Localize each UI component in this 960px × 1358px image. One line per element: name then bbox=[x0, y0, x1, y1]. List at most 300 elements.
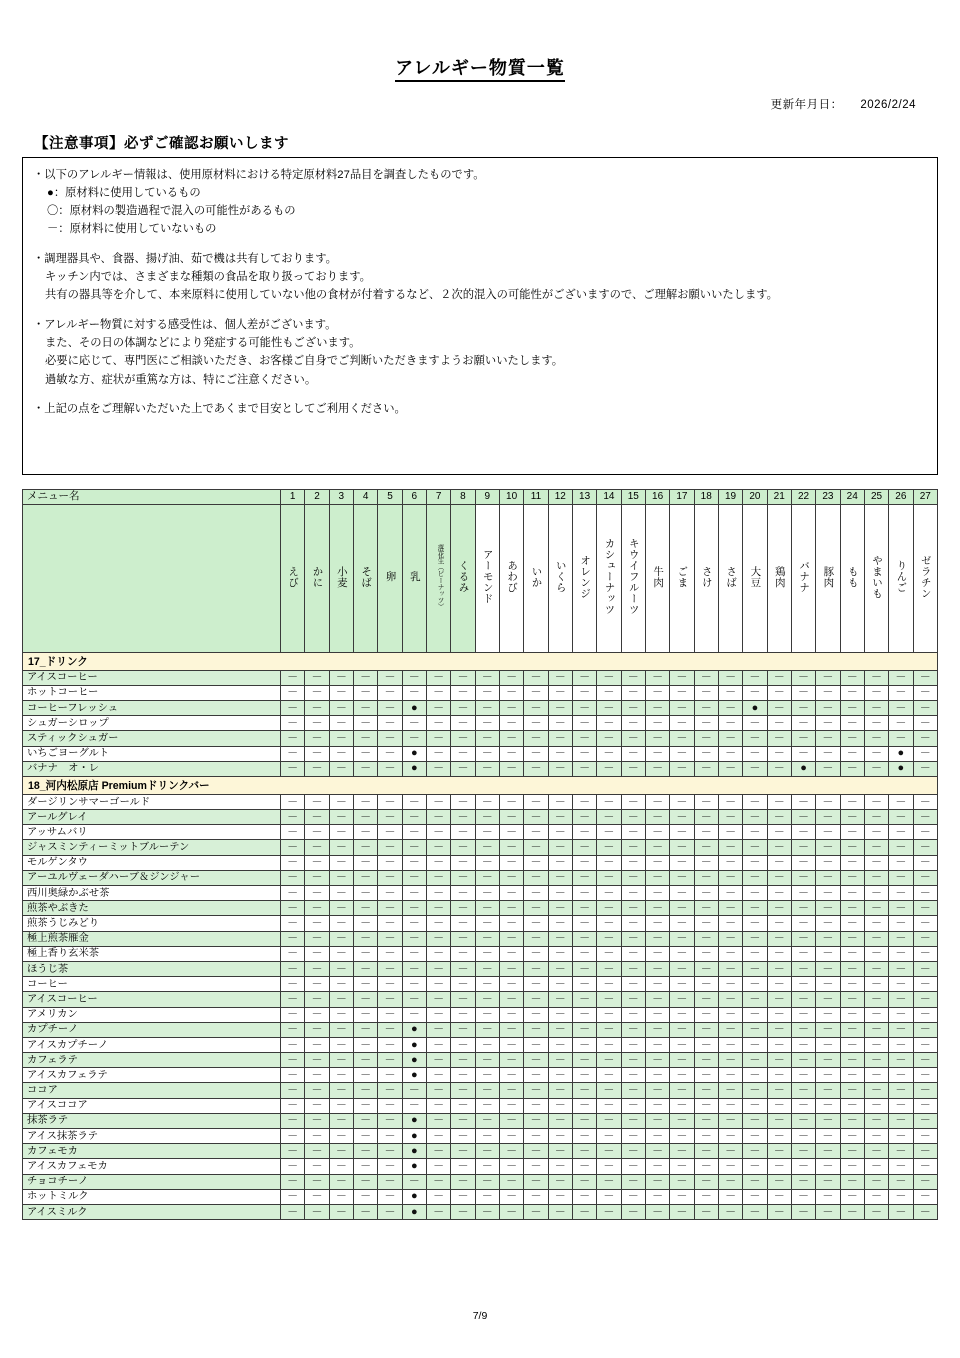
menu-item-name: ココア bbox=[23, 1083, 281, 1098]
allergen-cell-24 bbox=[840, 1113, 864, 1128]
allergen-cell-24 bbox=[840, 977, 864, 992]
allergen-mark: － bbox=[457, 1190, 469, 1203]
allergen-mark: － bbox=[627, 1205, 639, 1218]
allergen-name-label: いか bbox=[530, 565, 543, 588]
allergen-mark: － bbox=[725, 886, 737, 899]
allergen-mark: － bbox=[871, 825, 883, 838]
allergen-mark: － bbox=[506, 1099, 518, 1112]
allergen-mark: － bbox=[579, 810, 591, 823]
allergen-mark: － bbox=[506, 962, 518, 975]
allergen-mark: － bbox=[311, 762, 323, 775]
allergen-cell-20 bbox=[743, 961, 767, 976]
allergen-mark: － bbox=[822, 1144, 834, 1157]
allergen-cell-6 bbox=[402, 731, 426, 746]
allergen-mark: － bbox=[919, 747, 931, 760]
allergen-cell-16 bbox=[645, 901, 669, 916]
allergen-cell-2 bbox=[305, 886, 329, 901]
allergen-cell-16 bbox=[645, 1083, 669, 1098]
allergen-mark: － bbox=[652, 795, 664, 808]
allergen-mark: － bbox=[725, 992, 737, 1005]
allergen-name-label: 小麦 bbox=[335, 565, 348, 588]
allergen-cell-8 bbox=[451, 840, 475, 855]
allergen-mark: － bbox=[360, 1068, 372, 1081]
allergen-cell-13 bbox=[572, 916, 596, 931]
allergen-cell-22 bbox=[791, 1098, 815, 1113]
allergen-mark: － bbox=[773, 917, 785, 929]
allergen-cell-16 bbox=[645, 916, 669, 931]
allergen-cell-12 bbox=[548, 1098, 572, 1113]
allergen-cell-10 bbox=[499, 700, 523, 715]
allergen-cell-14 bbox=[597, 1098, 621, 1113]
allergen-cell-4 bbox=[353, 1129, 377, 1144]
allergen-mark: － bbox=[822, 962, 834, 975]
allergen-mark: － bbox=[773, 701, 785, 714]
allergen-mark: － bbox=[311, 886, 323, 899]
allergen-mark: － bbox=[773, 1023, 785, 1036]
allergen-cell-1 bbox=[281, 1129, 305, 1144]
allergen-mark: － bbox=[603, 841, 615, 854]
allergen-mark: － bbox=[822, 1038, 834, 1051]
allergen-header-10 bbox=[499, 504, 523, 652]
allergen-cell-25 bbox=[864, 1083, 888, 1098]
allergen-mark: － bbox=[603, 901, 615, 914]
allergen-cell-9 bbox=[475, 886, 499, 901]
allergen-mark: － bbox=[554, 1190, 566, 1203]
allergen-cell-3 bbox=[329, 670, 353, 685]
allergen-mark: － bbox=[579, 1160, 591, 1172]
allergen-mark: － bbox=[773, 1053, 785, 1066]
allergen-mark: － bbox=[360, 671, 372, 684]
allergen-cell-16 bbox=[645, 870, 669, 885]
allergen-mark: － bbox=[676, 671, 688, 684]
allergen-mark: － bbox=[725, 841, 737, 854]
allergen-cell-8 bbox=[451, 731, 475, 746]
allergen-number-8: 8 bbox=[451, 489, 475, 504]
allergen-cell-21 bbox=[767, 961, 791, 976]
allergen-cell-1 bbox=[281, 961, 305, 976]
allergen-cell-10 bbox=[499, 794, 523, 809]
menu-item-name: アイスカフェモカ bbox=[23, 1159, 281, 1174]
allergen-mark: － bbox=[700, 747, 712, 760]
allergen-cell-10 bbox=[499, 761, 523, 776]
allergen-cell-8 bbox=[451, 1204, 475, 1219]
allergen-cell-12 bbox=[548, 1007, 572, 1022]
allergen-cell-14 bbox=[597, 946, 621, 961]
allergen-cell-4 bbox=[353, 716, 377, 731]
allergen-mark: － bbox=[895, 716, 907, 729]
allergen-mark: － bbox=[822, 856, 834, 869]
allergen-mark: － bbox=[506, 1205, 518, 1218]
allergen-mark: － bbox=[603, 762, 615, 775]
allergen-mark: － bbox=[311, 1084, 323, 1097]
allergen-mark: － bbox=[700, 1038, 712, 1051]
allergen-mark: － bbox=[481, 917, 493, 929]
allergen-cell-10 bbox=[499, 731, 523, 746]
allergen-cell-23 bbox=[816, 1068, 840, 1083]
menu-item-name: ジャスミンティーミットブルーテン bbox=[23, 840, 281, 855]
allergen-cell-22 bbox=[791, 1037, 815, 1052]
allergen-mark: － bbox=[627, 795, 639, 808]
allergen-mark: － bbox=[384, 871, 396, 884]
allergen-cell-10 bbox=[499, 746, 523, 761]
allergen-cell-15 bbox=[621, 1189, 645, 1204]
allergen-mark: － bbox=[676, 962, 688, 975]
table-row bbox=[23, 1007, 938, 1022]
allergen-cell-22 bbox=[791, 685, 815, 700]
allergen-mark: － bbox=[433, 731, 445, 744]
allergen-cell-5 bbox=[378, 931, 402, 946]
allergen-mark: － bbox=[530, 1114, 542, 1127]
allergen-cell-25 bbox=[864, 840, 888, 855]
allergen-cell-15 bbox=[621, 700, 645, 715]
allergen-mark: － bbox=[749, 1160, 761, 1172]
allergen-cell-25 bbox=[864, 825, 888, 840]
allergen-cell-14 bbox=[597, 855, 621, 870]
allergen-cell-12 bbox=[548, 916, 572, 931]
allergen-cell-25 bbox=[864, 901, 888, 916]
allergen-mark: － bbox=[335, 701, 347, 714]
allergen-mark: － bbox=[919, 1038, 931, 1051]
allergen-cell-19 bbox=[718, 1159, 742, 1174]
allergen-mark: － bbox=[433, 716, 445, 729]
allergen-cell-9 bbox=[475, 1113, 499, 1128]
allergen-mark: － bbox=[895, 731, 907, 744]
allergen-mark: － bbox=[360, 1053, 372, 1066]
allergen-mark: － bbox=[579, 1099, 591, 1112]
allergen-cell-14 bbox=[597, 1068, 621, 1083]
allergen-mark: － bbox=[773, 1084, 785, 1097]
allergen-mark: － bbox=[822, 825, 834, 838]
allergen-mark: － bbox=[360, 825, 372, 838]
allergen-mark: － bbox=[627, 1068, 639, 1081]
allergen-mark: － bbox=[408, 947, 420, 960]
allergen-cell-9 bbox=[475, 1174, 499, 1189]
allergen-cell-9 bbox=[475, 916, 499, 931]
allergen-mark: － bbox=[457, 932, 469, 945]
allergen-mark: ● bbox=[410, 1038, 418, 1051]
allergen-cell-27 bbox=[913, 1113, 937, 1128]
allergen-cell-19 bbox=[718, 825, 742, 840]
allergen-cell-13 bbox=[572, 931, 596, 946]
allergen-cell-24 bbox=[840, 825, 864, 840]
allergen-cell-1 bbox=[281, 931, 305, 946]
allergen-mark: － bbox=[627, 686, 639, 699]
allergen-cell-15 bbox=[621, 946, 645, 961]
allergen-mark: － bbox=[895, 1205, 907, 1218]
allergen-cell-23 bbox=[816, 1159, 840, 1174]
allergen-cell-3 bbox=[329, 716, 353, 731]
table-row bbox=[23, 794, 938, 809]
allergen-mark: － bbox=[749, 1205, 761, 1218]
allergen-cell-21 bbox=[767, 840, 791, 855]
allergen-mark: － bbox=[554, 686, 566, 699]
allergen-mark: － bbox=[433, 1053, 445, 1066]
allergen-cell-10 bbox=[499, 931, 523, 946]
allergen-mark: － bbox=[773, 1068, 785, 1081]
allergen-mark: － bbox=[335, 1053, 347, 1066]
allergen-mark: － bbox=[506, 886, 518, 899]
allergen-mark: － bbox=[506, 856, 518, 869]
allergen-mark: － bbox=[627, 1038, 639, 1051]
allergen-mark: － bbox=[749, 1023, 761, 1036]
allergen-cell-4 bbox=[353, 1189, 377, 1204]
allergen-cell-9 bbox=[475, 946, 499, 961]
allergen-cell-25 bbox=[864, 670, 888, 685]
menu-item-name: 煎茶うじみどり bbox=[23, 916, 281, 931]
allergen-mark: － bbox=[846, 841, 858, 854]
allergen-mark: － bbox=[384, 841, 396, 854]
allergen-mark: － bbox=[360, 716, 372, 729]
allergen-mark: － bbox=[457, 1129, 469, 1142]
allergen-mark: － bbox=[335, 841, 347, 854]
allergen-cell-4 bbox=[353, 886, 377, 901]
allergen-mark: － bbox=[481, 825, 493, 838]
update-date-value: 2026/2/24 bbox=[860, 98, 916, 111]
allergen-cell-19 bbox=[718, 1129, 742, 1144]
allergen-cell-13 bbox=[572, 1037, 596, 1052]
allergen-mark: － bbox=[798, 932, 810, 945]
allergen-mark: － bbox=[433, 856, 445, 869]
allergen-mark: － bbox=[676, 856, 688, 869]
allergen-mark: － bbox=[287, 701, 299, 714]
notice-subline: 共有の器具等を介して、本来原料に使用していない他の食材が付着するなど、２次的混入の可能性がございますので、ご理解お願いいたします。 bbox=[45, 289, 778, 302]
allergen-mark: － bbox=[287, 1190, 299, 1203]
allergen-cell-19 bbox=[718, 794, 742, 809]
allergen-cell-21 bbox=[767, 1129, 791, 1144]
allergen-mark: － bbox=[700, 1099, 712, 1112]
allergen-cell-2 bbox=[305, 840, 329, 855]
allergen-mark: － bbox=[700, 947, 712, 960]
allergen-mark: － bbox=[311, 1068, 323, 1081]
allergen-cell-22 bbox=[791, 840, 815, 855]
allergen-mark: － bbox=[603, 1099, 615, 1112]
allergen-cell-21 bbox=[767, 977, 791, 992]
allergen-mark: － bbox=[895, 1023, 907, 1036]
allergen-cell-3 bbox=[329, 1007, 353, 1022]
allergen-cell-19 bbox=[718, 1022, 742, 1037]
allergen-cell-17 bbox=[670, 1098, 694, 1113]
allergen-cell-1 bbox=[281, 870, 305, 885]
allergen-cell-5 bbox=[378, 870, 402, 885]
allergen-mark: － bbox=[871, 932, 883, 945]
allergen-mark: － bbox=[579, 1114, 591, 1127]
allergen-mark: － bbox=[773, 1129, 785, 1142]
allergen-cell-9 bbox=[475, 840, 499, 855]
allergen-cell-17 bbox=[670, 992, 694, 1007]
allergen-mark: － bbox=[725, 1114, 737, 1127]
allergen-mark: － bbox=[554, 1114, 566, 1127]
allergen-cell-23 bbox=[816, 977, 840, 992]
table-row bbox=[23, 1159, 938, 1174]
allergen-mark: － bbox=[652, 716, 664, 729]
allergen-cell-17 bbox=[670, 670, 694, 685]
allergen-mark: － bbox=[408, 1099, 420, 1112]
allergen-mark: － bbox=[311, 947, 323, 960]
allergen-mark: － bbox=[335, 871, 347, 884]
allergen-mark: － bbox=[481, 1205, 493, 1218]
allergen-cell-26 bbox=[889, 992, 913, 1007]
allergen-mark: － bbox=[725, 701, 737, 714]
table-row bbox=[23, 1053, 938, 1068]
allergen-cell-2 bbox=[305, 825, 329, 840]
allergen-mark: － bbox=[798, 1038, 810, 1051]
allergen-mark: － bbox=[287, 1175, 299, 1188]
allergen-mark: － bbox=[384, 701, 396, 714]
allergen-mark: － bbox=[554, 810, 566, 823]
allergen-mark: － bbox=[725, 1008, 737, 1021]
allergen-mark: － bbox=[481, 992, 493, 1005]
allergen-mark: － bbox=[700, 671, 712, 684]
allergen-mark: － bbox=[433, 701, 445, 714]
allergen-name-label: あわび bbox=[506, 560, 519, 594]
allergen-mark: － bbox=[919, 716, 931, 729]
allergen-cell-10 bbox=[499, 825, 523, 840]
allergen-mark: － bbox=[725, 810, 737, 823]
allergen-cell-25 bbox=[864, 961, 888, 976]
allergen-mark: － bbox=[627, 1023, 639, 1036]
allergen-cell-24 bbox=[840, 946, 864, 961]
allergen-cell-1 bbox=[281, 886, 305, 901]
allergen-mark: － bbox=[749, 747, 761, 760]
allergen-mark: － bbox=[919, 841, 931, 854]
allergen-mark: － bbox=[457, 977, 469, 990]
allergen-name-label: 大豆 bbox=[749, 565, 762, 588]
allergen-cell-11 bbox=[524, 1129, 548, 1144]
allergen-mark: － bbox=[408, 886, 420, 899]
allergen-header-16 bbox=[645, 504, 669, 652]
allergen-mark: － bbox=[603, 1038, 615, 1051]
allergen-mark: － bbox=[895, 1114, 907, 1127]
allergen-mark: － bbox=[530, 1084, 542, 1097]
allergen-mark: － bbox=[652, 871, 664, 884]
allergen-cell-26 bbox=[889, 1204, 913, 1219]
allergen-cell-15 bbox=[621, 794, 645, 809]
allergen-cell-18 bbox=[694, 901, 718, 916]
allergen-cell-24 bbox=[840, 1022, 864, 1037]
allergen-mark: － bbox=[554, 716, 566, 729]
allergen-cell-2 bbox=[305, 1129, 329, 1144]
allergen-mark: － bbox=[773, 886, 785, 899]
allergen-mark: － bbox=[579, 747, 591, 760]
allergen-mark: － bbox=[676, 1023, 688, 1036]
allergen-mark: － bbox=[311, 716, 323, 729]
allergen-mark: － bbox=[457, 1175, 469, 1188]
allergen-mark: － bbox=[554, 871, 566, 884]
allergen-mark: － bbox=[700, 1053, 712, 1066]
allergen-cell-10 bbox=[499, 1189, 523, 1204]
allergen-cell-21 bbox=[767, 1083, 791, 1098]
allergen-cell-1 bbox=[281, 992, 305, 1007]
allergen-cell-13 bbox=[572, 1053, 596, 1068]
allergen-cell-17 bbox=[670, 1204, 694, 1219]
allergen-mark: － bbox=[627, 962, 639, 975]
allergen-mark: － bbox=[433, 1068, 445, 1081]
allergen-cell-3 bbox=[329, 1129, 353, 1144]
allergen-mark: － bbox=[871, 686, 883, 699]
allergen-mark: － bbox=[311, 1053, 323, 1066]
table-row bbox=[23, 946, 938, 961]
allergen-cell-23 bbox=[816, 1022, 840, 1037]
allergen-mark: － bbox=[433, 795, 445, 808]
allergen-number-21: 21 bbox=[767, 489, 791, 504]
allergen-cell-7 bbox=[426, 746, 450, 761]
allergen-mark: － bbox=[725, 901, 737, 914]
allergen-cell-10 bbox=[499, 1037, 523, 1052]
allergen-mark: － bbox=[530, 762, 542, 775]
allergen-mark: － bbox=[579, 932, 591, 945]
allergen-cell-21 bbox=[767, 1144, 791, 1159]
allergen-mark: － bbox=[481, 962, 493, 975]
allergen-mark: － bbox=[822, 1084, 834, 1097]
menu-item-name: アイスカフェラテ bbox=[23, 1068, 281, 1083]
allergen-cell-14 bbox=[597, 670, 621, 685]
allergen-cell-11 bbox=[524, 685, 548, 700]
allergen-cell-14 bbox=[597, 961, 621, 976]
allergen-cell-14 bbox=[597, 1189, 621, 1204]
allergen-mark: － bbox=[311, 1038, 323, 1051]
allergen-mark: － bbox=[895, 1038, 907, 1051]
allergen-mark: － bbox=[287, 1160, 299, 1172]
allergen-cell-23 bbox=[816, 1144, 840, 1159]
allergen-mark: － bbox=[895, 1144, 907, 1157]
allergen-mark: － bbox=[749, 671, 761, 684]
page-number: 7/9 bbox=[472, 1310, 488, 1322]
allergen-mark: － bbox=[311, 671, 323, 684]
allergen-mark: － bbox=[749, 686, 761, 699]
allergen-cell-6 bbox=[402, 1113, 426, 1128]
allergen-mark: － bbox=[725, 795, 737, 808]
allergen-mark: － bbox=[408, 856, 420, 869]
allergen-mark: － bbox=[384, 856, 396, 869]
allergen-cell-4 bbox=[353, 931, 377, 946]
allergen-mark: － bbox=[335, 762, 347, 775]
allergen-mark: － bbox=[652, 962, 664, 975]
allergen-mark: － bbox=[384, 1068, 396, 1081]
allergen-mark: － bbox=[311, 871, 323, 884]
allergen-cell-15 bbox=[621, 992, 645, 1007]
allergen-mark: － bbox=[773, 1114, 785, 1127]
allergen-number-12: 12 bbox=[548, 489, 572, 504]
allergen-cell-18 bbox=[694, 670, 718, 685]
allergen-mark: － bbox=[725, 762, 737, 775]
allergen-mark: － bbox=[530, 731, 542, 744]
allergen-mark: － bbox=[725, 1190, 737, 1203]
allergen-cell-10 bbox=[499, 1007, 523, 1022]
allergen-mark: － bbox=[287, 1144, 299, 1157]
allergen-mark: － bbox=[287, 1205, 299, 1218]
allergen-cell-16 bbox=[645, 685, 669, 700]
allergen-cell-13 bbox=[572, 1083, 596, 1098]
allergen-cell-16 bbox=[645, 855, 669, 870]
allergen-cell-27 bbox=[913, 810, 937, 825]
allergen-mark: － bbox=[871, 716, 883, 729]
allergen-cell-23 bbox=[816, 855, 840, 870]
allergen-cell-25 bbox=[864, 870, 888, 885]
allergen-mark: － bbox=[846, 671, 858, 684]
allergen-cell-22 bbox=[791, 1204, 815, 1219]
allergen-mark: － bbox=[506, 1114, 518, 1127]
allergen-cell-27 bbox=[913, 716, 937, 731]
allergen-cell-20 bbox=[743, 1174, 767, 1189]
allergen-mark: － bbox=[749, 992, 761, 1005]
allergen-cell-10 bbox=[499, 1159, 523, 1174]
allergen-mark: － bbox=[871, 762, 883, 775]
allergen-mark: － bbox=[700, 795, 712, 808]
allergen-mark: － bbox=[311, 1114, 323, 1127]
allergen-mark: － bbox=[725, 747, 737, 760]
allergen-cell-14 bbox=[597, 700, 621, 715]
allergen-mark: － bbox=[919, 901, 931, 914]
